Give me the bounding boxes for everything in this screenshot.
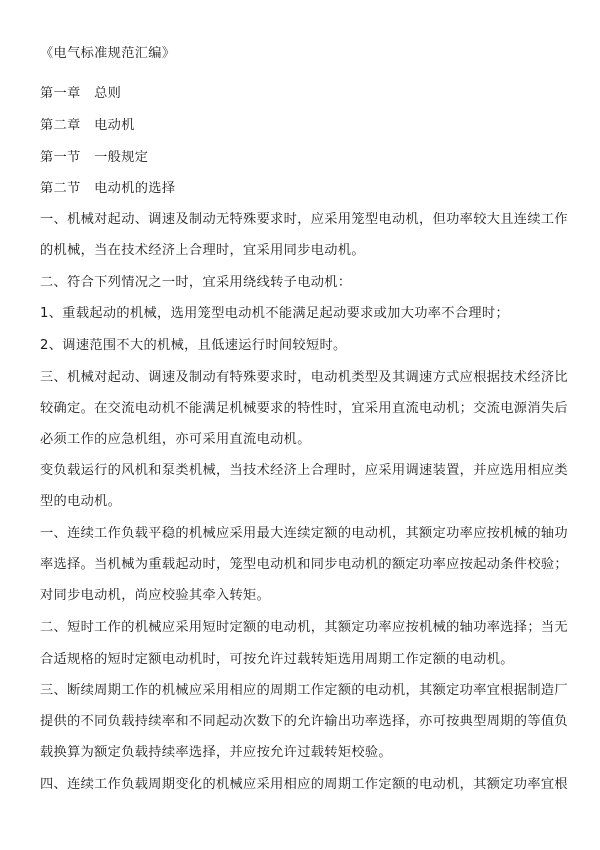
paragraph-line: 必须工作的应急机组，亦可采用直流电动机。	[40, 432, 311, 447]
section-heading: 第一节 一般规定	[40, 150, 149, 165]
paragraph-line: 合适规格的短时定额电动机时，可按允许过载转矩选用周期工作定额的电动机。	[40, 652, 514, 667]
paragraph-line: 载换算为额定负载持续率选择，并应按允许过载转矩校验。	[40, 745, 392, 760]
paragraph-line: 变负载运行的风机和泵类机械，当技术经济上合理时，应采用调速装置，并应选用相应类	[40, 463, 568, 478]
paragraph-line: 提供的不同负载持续率和不同起动次数下的允许输出功率选择，亦可按典型周期的等值负	[40, 714, 568, 729]
paragraph-line: 三、机械对起动、调速及制动有特殊要求时，电动机类型及其调速方式应根据技术经济比	[40, 370, 568, 385]
paragraph-line: 较确定。在交流电动机不能满足机械要求的特性时，宜采用直流电动机；交流电源消失后	[40, 401, 568, 416]
paragraph-line: 的机械，当在技术经济上合理时，宜采用同步电动机。	[40, 243, 365, 258]
paragraph-line: 率选择。当机械为重载起动时，笼型电动机和同步电动机的额定功率应按起动条件校验；	[40, 557, 568, 572]
paragraph-line: 三、断续周期工作的机械应采用相应的周期工作定额的电动机，其额定功率宜根据制造厂	[40, 683, 568, 698]
paragraph-line: 四、连续工作负载周期变化的机械应采用相应的周期工作定额的电动机，其额定功率宜根	[40, 777, 568, 792]
chapter-heading: 第一章 总则	[40, 86, 122, 101]
paragraph-line: 二、短时工作的机械应采用短时定额的电动机，其额定功率应按机械的轴功率选择；当无	[40, 620, 568, 635]
paragraph-line: 二、符合下列情况之一时，宜采用绕线转子电动机：	[40, 275, 352, 290]
section-heading: 第二节 电动机的选择	[40, 181, 176, 196]
paragraph-line: 对同步电动机，尚应校验其牵入转矩。	[40, 588, 271, 603]
paragraph-line: 2、调速范围不大的机械，且低速运行时间较短时。	[40, 338, 347, 353]
document-title: 《电气标准规范汇编》	[40, 46, 176, 61]
chapter-heading: 第二章 电动机	[40, 118, 135, 133]
paragraph-line: 一、连续工作负载平稳的机械应采用最大连续定额的电动机，其额定功率应按机械的轴功	[40, 526, 568, 541]
paragraph-line: 型的电动机。	[40, 494, 122, 509]
paragraph-line: 一、机械对起动、调速及制动无特殊要求时，应采用笼型电动机，但功率较大且连续工作	[40, 212, 568, 227]
paragraph-line: 1、重载起动的机械，选用笼型电动机不能满足起动要求或加大功率不合理时；	[40, 306, 510, 321]
